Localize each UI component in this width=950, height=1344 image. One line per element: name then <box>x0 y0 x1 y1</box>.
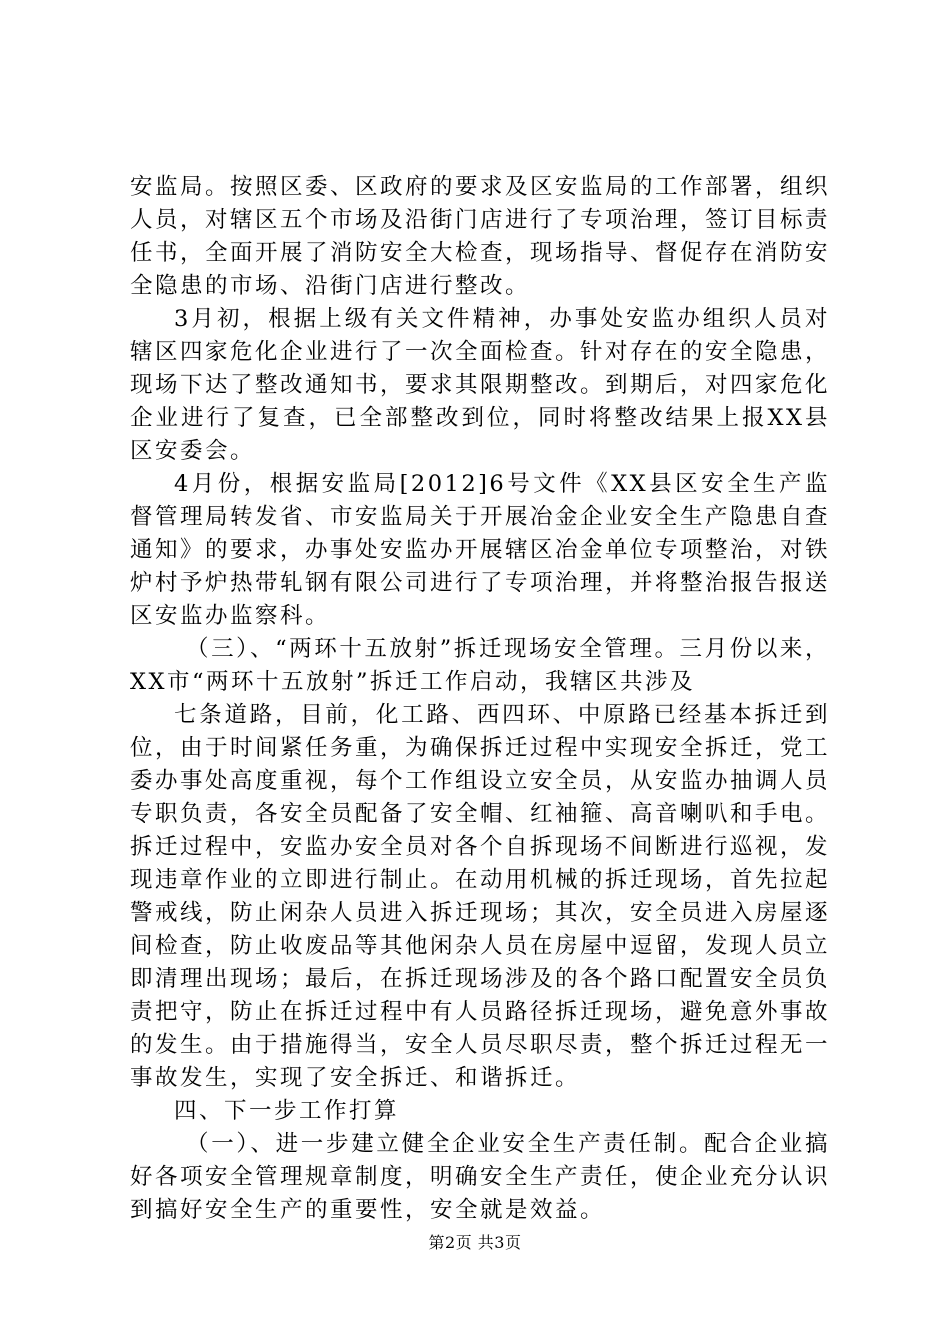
paragraph-market-inspection: 安监局。按照区委、区政府的要求及区安监局的工作部署，组织人员，对辖区五个市场及沿街门店进行了专项治理，签订目标责任书，全面开展了消防安全大检查，现场指导、督促存在消防安全隐患的市场、沿街门店进行整改。 <box>130 174 831 299</box>
paragraph-april-rectification: 4月份，根据安监局[2012]6号文件《XX县区安全生产监督管理局转发省、市安监局关于开展冶金企业安全生产隐患自查通知》的要求，办事处安监办开展辖区冶金单位专项整治，对铁炉村予炉热带轧钢有限公司进行了专项治理，并将整治报告报送区安监办监察科。 <box>130 471 831 629</box>
document-body <box>130 171 830 1227</box>
paragraph-march-inspection: 3月初，根据上级有关文件精神，办事处安监办组织人员对辖区四家危化企业进行了一次全面检查。针对存在的安全隐患，现场下达了整改通知书，要求其限期整改。到期后，对四家危化企业进行了复查，已全部整改到位，同时将整改结果上报XX县区安委会。 <box>130 306 831 464</box>
paragraph-demolition-safety: 七条道路，目前，化工路、西四环、中原路已经基本拆迁到位，由于时间紧任务重，为确保拆迁过程中实现安全拆迁，党工委办事处高度重视，每个工作组设立安全员，从安监办抽调人员专职负责，各安全员配备了安全帽、红袖箍、高音喇叭和手电。拆迁过程中，安监办安全员对各个自拆现场不间断进行巡视，发现违章作业的立即进行制止。在动用机械的拆迁现场，首先拉起警戒线，防止闲杂人员进入拆迁现场；其次，安全员进入房屋逐间检查，防止收废品等其他闲杂人员在房屋中逗留，发现人员立即清理出现场；最后，在拆迁现场涉及的各个路口配置安全员负责把守，防止在拆迁过程中有人员路径拆迁现场，避免意外事故的发生。由于措施得当，安全人员尽职尽责，整个拆迁过程无一事故发生，实现了安全拆迁、和谐拆迁。 <box>130 702 831 1091</box>
section-heading-next-plan: 四、下一步工作打算 <box>174 1098 400 1124</box>
paragraph-demolition-heading: （三）、“两环十五放射”拆迁现场安全管理。三月份以来，XX市“两环十五放射”拆迁工作启动，我辖区共涉及 <box>130 636 830 695</box>
paragraph-responsibility-system: （一）、进一步建立健全企业安全生产责任制。配合企业搞好各项安全管理规章制度，明确安全生产责任，使企业充分认识到搞好安全生产的重要性，安全就是效益。 <box>130 1131 831 1223</box>
page-number-footer: 第2页 共3页 <box>428 1233 522 1252</box>
